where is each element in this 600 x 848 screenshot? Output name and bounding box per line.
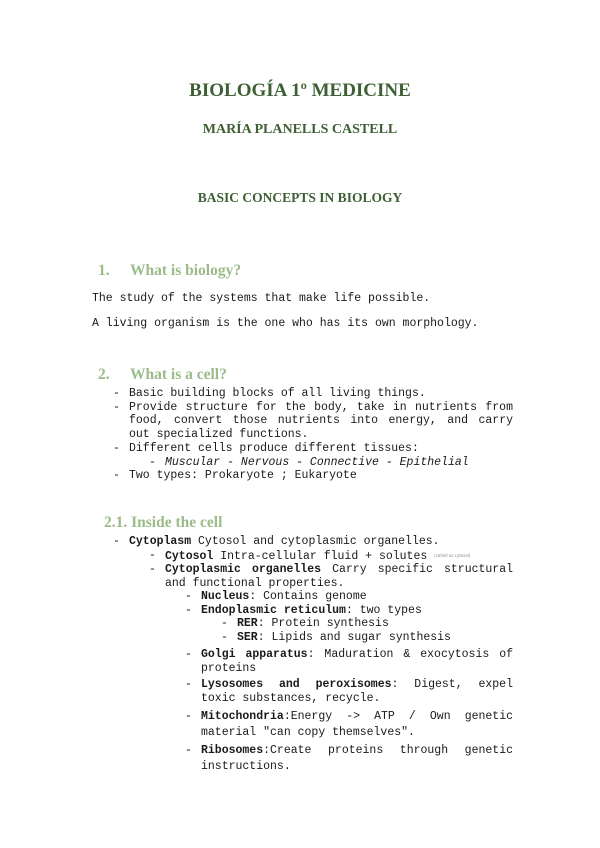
section-title: What is biology? (130, 262, 242, 279)
term: Mitochondria (201, 709, 284, 723)
term: Ribosomes (201, 743, 264, 757)
sub-list (129, 456, 513, 470)
cell-facts-list (129, 387, 513, 483)
paragraph: The study of the systems that make life possible. (92, 292, 431, 305)
term: Nucleus (201, 590, 250, 603)
term: Cytoplasm (129, 535, 192, 548)
list-item (165, 456, 513, 470)
list-item (129, 442, 513, 469)
term: RER (237, 617, 258, 631)
definition: :Energy -> ATP / Own genetic material "can copy themselves". (201, 709, 513, 739)
list-item-ribosomes (201, 743, 513, 775)
list-item-rer (237, 617, 513, 631)
definition: Intra-cellular fluid + solutes (213, 549, 435, 563)
list-item-text: Different cells produce different tissues: (129, 441, 419, 455)
definition: : Digest, expel toxic substances, recycle. (201, 678, 513, 705)
list-item: - Two types: Prokaryote ; Eukaryote (129, 469, 513, 483)
definition: :Create proteins through genetic instructions. (201, 743, 513, 773)
author-name: MARÍA PLANELLS CASTELL (202, 122, 398, 137)
term: Cytoplasmic organelles (165, 563, 322, 577)
list-item-er (201, 604, 513, 645)
section-2-1-heading: 2.1. Inside the cell (104, 514, 223, 531)
list-item-golgi (201, 648, 513, 675)
definition: : Lipids and sugar synthesis (257, 631, 451, 645)
term: Endoplasmic reticulum (201, 603, 346, 617)
section-1-heading (98, 262, 241, 280)
list-item: - Basic building blocks of all living things. (129, 387, 513, 401)
definition: Cytosol and cytoplasmic organelles. (191, 535, 440, 548)
list-item-mitochondria (201, 709, 513, 741)
list-item-cytoplasm (129, 535, 513, 549)
cytoplasm-sub-list (165, 549, 513, 591)
paragraph: A living organism is the one who has its own morphology. (92, 317, 479, 330)
er-sub-list (201, 617, 513, 644)
organelles-list (201, 590, 513, 775)
term: SER (237, 631, 258, 645)
section-number: 2. (98, 366, 110, 383)
definition: Carry specific structural and functional properties. (165, 563, 513, 590)
list-item: - Provide structure for the body, take in nutrients from food, convert those nutrients into energy, and carry out specialized functions. (129, 401, 513, 442)
section-2-heading (98, 366, 227, 384)
definition: : Maduration & exocytosis of proteins (201, 647, 513, 675)
definition: : Protein synthesis (257, 617, 389, 631)
list-item-nucleus (201, 590, 513, 604)
definition: : Contains genome (249, 590, 367, 603)
small-note: (called as cytosol) (434, 552, 471, 558)
section-number: 1. (98, 262, 110, 279)
term: Lysosomes and peroxisomes (201, 678, 392, 692)
document-title: BIOLOGÍA 1º MEDICINE (189, 80, 411, 101)
list-item-organelles (165, 563, 513, 590)
list-item-ser (237, 631, 513, 645)
tissue-types: Muscular - Nervous - Connective - Epithelial (165, 455, 469, 469)
term: Cytosol (165, 549, 214, 563)
section-title: What is a cell? (130, 366, 227, 383)
document-subtitle: BASIC CONCEPTS IN BIOLOGY (197, 190, 403, 205)
cell-structure-list (129, 535, 513, 549)
term: Golgi apparatus (201, 647, 308, 661)
list-item-lysosomes (201, 678, 513, 705)
definition: : two types (345, 603, 422, 617)
list-item-cytosol (165, 549, 513, 564)
